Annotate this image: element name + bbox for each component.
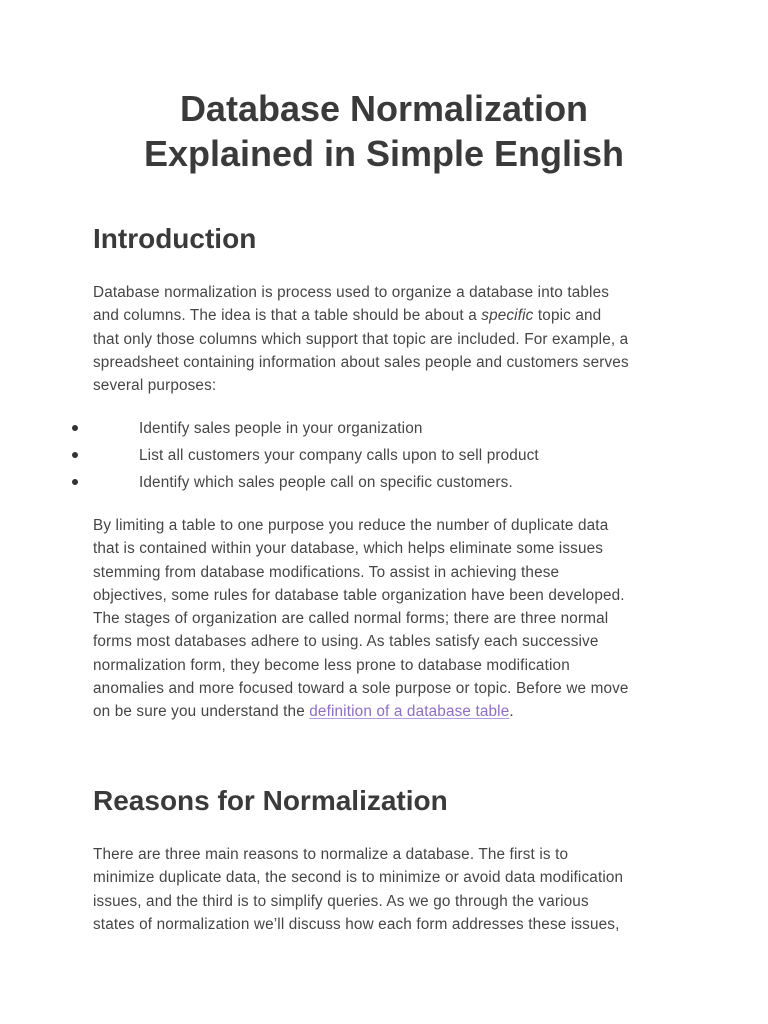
paragraph-line: that is contained within your database, which helps eliminate some issues bbox=[93, 540, 604, 558]
list-item bbox=[0, 444, 768, 471]
paragraph-line: normalization form, they become less prone to database modification bbox=[93, 656, 570, 674]
bullet-icon bbox=[72, 425, 78, 431]
document-title bbox=[60, 86, 708, 176]
paragraph-line: several purposes: bbox=[93, 377, 217, 395]
paragraph-line: minimize duplicate data, the second is to minimize or avoid data modification bbox=[93, 869, 624, 887]
reasons-paragraph bbox=[93, 843, 683, 936]
paragraph-line: objectives, some rules for database table organization have been developed. bbox=[93, 586, 625, 604]
paragraph-line: The stages of organization are called normal forms; there are three normal bbox=[93, 610, 609, 628]
text-run: . bbox=[509, 703, 514, 721]
bullet-icon bbox=[72, 479, 78, 485]
paragraph-line: stemming from database modifications. To assist in achieving these bbox=[93, 563, 560, 581]
list-item-text: List all customers your company calls upon to sell product bbox=[139, 447, 539, 464]
list-item bbox=[0, 417, 768, 444]
paragraph-line: forms most databases adhere to using. As tables satisfy each successive bbox=[93, 633, 599, 651]
list-item bbox=[0, 471, 768, 498]
section-heading-introduction: Introduction bbox=[93, 223, 257, 254]
purpose-paragraph bbox=[93, 514, 683, 724]
text-run: and columns. The idea is that a table should be about a bbox=[93, 307, 482, 325]
paragraph-line: states of normalization we’ll discuss how each form addresses these issues, bbox=[93, 915, 620, 933]
paragraph-line: There are three main reasons to normalize a database. The first is to bbox=[93, 846, 569, 863]
paragraph-line: Database normalization is process used to organize a database into tables bbox=[93, 284, 610, 301]
section-heading-reasons: Reasons for Normalization bbox=[93, 785, 448, 816]
paragraph-line: anomalies and more focused toward a sole purpose or topic. Before we move bbox=[93, 680, 629, 698]
intro-paragraph bbox=[93, 281, 683, 397]
paragraph-line: that only those columns which support that topic are included. For example, a bbox=[93, 330, 629, 348]
title-line: Database Normalization bbox=[179, 88, 589, 129]
text-run: topic and bbox=[533, 307, 602, 325]
text-run: on be sure you understand the bbox=[93, 703, 310, 721]
database-table-definition-link[interactable]: definition of a database table bbox=[309, 703, 510, 721]
purposes-list bbox=[0, 417, 768, 498]
paragraph-line: issues, and the third is to simplify queries. As we go through the various bbox=[93, 892, 589, 910]
paragraph-line: By limiting a table to one purpose you reduce the number of duplicate data bbox=[93, 517, 609, 534]
emphasis-text: specific bbox=[481, 307, 534, 325]
paragraph-line: spreadsheet containing information about sales people and customers serves bbox=[93, 353, 629, 371]
list-item-text: Identify sales people in your organization bbox=[139, 420, 423, 437]
list-item-text: Identify which sales people call on specific customers. bbox=[139, 474, 513, 491]
paragraph-line bbox=[93, 700, 683, 723]
title-line: Explained in Simple English bbox=[143, 133, 625, 174]
paragraph-line bbox=[93, 304, 683, 327]
bullet-icon bbox=[72, 452, 78, 458]
